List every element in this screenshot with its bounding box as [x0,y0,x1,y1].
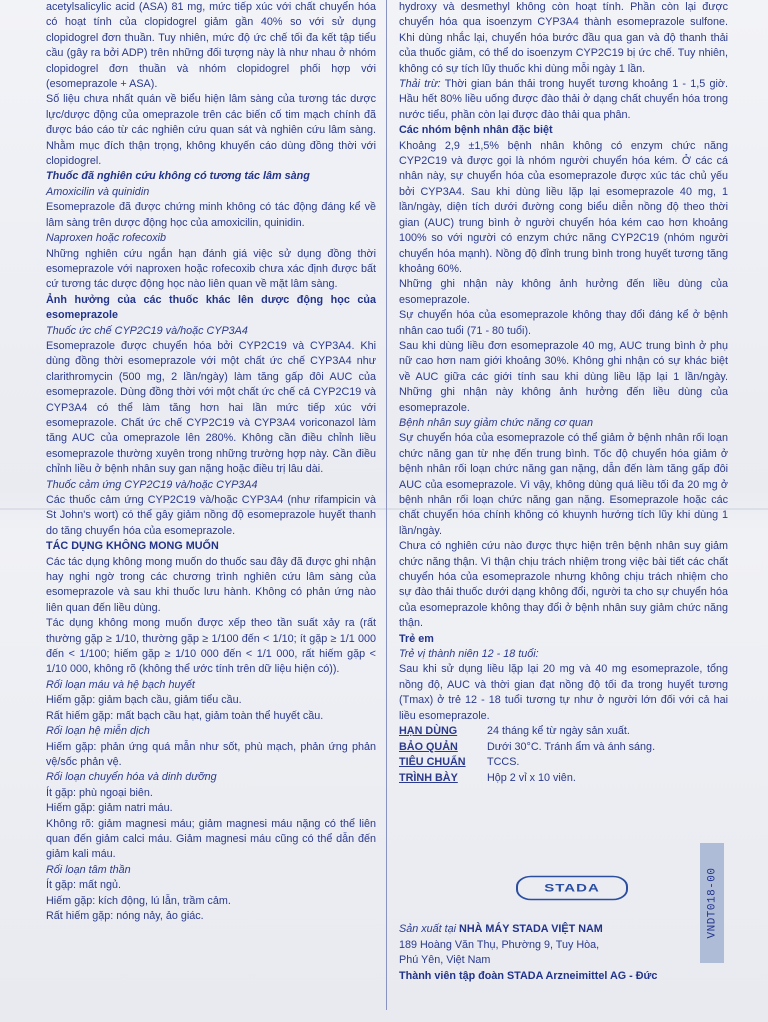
paragraph: Khoảng 2,9 ±1,5% bệnh nhân không có enzym chức năng CYP2C19 và được gọi là nhóm người chuyển hóa kém. Ở các cá nhân này, sự chuyển hóa của esomeprazole được xúc tác chủ yếu bởi CYP3A4. Sau khi dùng liều lặp lại esomeprazole 40 mg, 1 lần/ngày, diện tích dưới đường cong biểu diễn nồng độ theo thời gian (AUC) trung bình ở người chuyển hóa kém cao hơn khoảng 100% so với người có enzym chức năng CYP2C19 (nhóm người chuyển hóa mạnh). Nồng độ đỉnh trung bình trong huyết tương tăng khoảng 60%. [399,139,728,275]
paragraph: Những nghiên cứu ngắn hạn đánh giá việc sử dụng đồng thời esomeprazole với naproxen hoặc rofecoxib chưa xác định được bất cứ tương tác dược động học nào liên quan về mặt lâm sàng. [46,247,376,291]
inline-text: Thời gian bán thải trong huyết tương khoảng 1 - 1,5 giờ. Hầu hết 80% liều uống được đào thải ở dạng chất chuyển hóa trong nước tiểu, phần còn lại được đào thải qua phân. [399,78,728,121]
manufacturer-lead: Sản xuất tại [399,923,457,935]
subheading: Rối loạn chuyển hóa và dinh dưỡng [46,771,217,784]
list-item: Rất hiếm gặp: mất bạch cầu hạt, giảm toàn thể huyết cầu. [46,709,324,722]
manufacturer-address: Phú Yên, Việt Nam [399,954,491,967]
paragraph: Số liệu chưa nhất quán về biểu hiện lâm sàng của tương tác dược lực/dược động của omeprazole trên các biến cố tim mạch chính đã được báo cáo từ các nghiên cứu quan sát và nghiên cứu lâm sàng. Nhằm mục đích thận trọng, không khuyến cáo dùng đồng thời với clopidogrel. [46,93,376,168]
paragraph: Sau khi sử dụng liều lặp lại 20 mg và 40 mg esomeprazole, tổng nồng độ, AUC và thời gian đạt nồng độ tối đa trong huyết tương (Tmax) ở trẻ 12 - 18 tuổi tương tự như ở người lớn đối với cả hai liều esomeprazole. [399,663,728,722]
logo-text: STADA [544,881,600,895]
paragraph: hydroxy và desmethyl không còn hoạt tính. Phần còn lại được chuyển hóa qua isoenzym CYP3A4 thành esomeprazole sulfone. Khi dùng nhắc lại, chuyển hóa bước đầu qua gan và độ thanh thải của thuốc giảm, có thể do isoenzym CYP2C19 bị ức chế. Tuy nhiên, không có sự tích lũy thuốc khi dùng mỗi ngày 1 lần. [399,1,728,75]
section-heading: Ảnh hưởng của các thuốc khác lên dược động học của esomeprazole [46,293,376,322]
list-item: Hiếm gặp: phản ứng quá mẫn như sốt, phù mạch, phản ứng phản vệ/sốc phản vệ. [46,740,376,768]
subheading: Naproxen hoặc rofecoxib [46,232,167,245]
product-meta [399,724,728,786]
paragraph: Esomeprazole được chuyển hóa bởi CYP2C19 và CYP3A4. Khi dùng đồng thời esomeprazole với một chất ức chế CYP3A4 như clarithromycin (500 mg, 2 lần/ngày) làm tăng gấp đôi AUC của esomeprazole. Dùng đồng thời với một chất ức chế cả CYP2C19 và CYP3A4 có thể làm tăng hơn hai lần mức tiếp xúc với esomeprazole. Chất ức chế CYP2C19 và CYP3A4 voriconazol làm tăng AUC của omeprazole lên 280%. Không cần điều chỉnh liều esomeprazole thường xuyên trong những trường hợp này. Cần điều chỉnh liều ở bệnh nhân suy gan nặng hoặc điều trị lâu dài. [46,339,376,476]
paragraph: Sự chuyển hóa của esomeprazole có thể giảm ở bệnh nhân rối loạn chức năng gan từ nhẹ đến trung bình. Tốc độ chuyển hóa giảm ở bệnh nhân rối loạn chức năng gan nặng, dẫn đến làm tăng gấp đôi AUC của esomeprazole. Vì vậy, không dùng quá liều tối đa 20 mg ở bệnh nhân rối loạn chức năng gan nặng. Esomeprazole hoặc các chất chuyển hóa chính không có khuynh hướng tích lũy khi dùng 1 lần/ngày. [399,432,728,537]
section-heading: Trẻ em [399,632,434,645]
meta-value: TCCS. [487,756,520,769]
paragraph: Sự chuyển hóa của esomeprazole không thay đổi đáng kể ở bệnh nhân cao tuổi (71 - 80 tuổi). [399,309,728,337]
list-item: Hiếm gặp: giảm bạch cầu, giảm tiểu cầu. [46,694,242,707]
meta-value: Dưới 30°C. Tránh ẩm và ánh sáng. [487,740,656,753]
meta-row [399,740,728,756]
meta-key: BẢO QUẢN [399,740,458,753]
meta-row [399,771,728,787]
paragraph: Sau khi dùng liều đơn esomeprazole 40 mg, AUC trung bình ở phụ nữ cao hơn nam giới khoảng 30%. Không ghi nhận có sự khác biệt về AUC giữa các giới tính sau khi dùng liều lặp lại 1 lần/ngày. Những ghi nhận này không ảnh hưởng đến liều dùng của esomeprazole. [399,339,728,414]
subheading: Thuốc cảm ứng CYP2C19 và/hoặc CYP3A4 [46,478,258,491]
meta-row [399,755,728,771]
manufacturer-line [399,922,699,938]
paragraph: Các tác dụng không mong muốn do thuốc sau đây đã được ghi nhận hay nghi ngờ trong các chương trình nghiên cứu lâm sàng của esomeprazole và sau khi thuốc lưu hành. Không có phản ứng nào liên quan đến liều dùng. [46,555,376,614]
subheading: Rối loạn máu và hệ bạch huyết [46,678,195,691]
paragraph: Những ghi nhận này không ảnh hưởng đến liều dùng của esomeprazole. [399,278,728,306]
section-heading: TÁC DỤNG KHÔNG MONG MUỐN [46,540,219,553]
column-divider [386,0,387,1010]
subheading: Amoxicilin và quinidin [46,185,150,198]
paragraph: Tác dụng không mong muốn được xếp theo tần suất xảy ra (rất thường gặp ≥ 1/10, thường gặp ≥ 1/100 đến < 1/10; ít gặp ≥ 1/1 000 đến < 1/100; hiếm gặp ≥ 1/10 000 đến < 1/1 000, rất hiếm gặp < 1/10 000, không rõ (không thể ước tính trên dữ liệu hiện có)). [46,617,376,676]
inline-label: Thải trừ: [399,78,441,91]
manufacturer-name: NHÀ MÁY STADA VIỆT NAM [456,923,603,935]
subheading: Thuốc ức chế CYP2C19 và/hoặc CYP3A4 [46,324,248,337]
subheading: Rối loạn tâm thần [46,863,131,876]
paragraph [399,77,728,123]
manufacturer-address: 189 Hoàng Văn Thụ, Phường 9, Tuy Hòa, [399,938,600,951]
manufacturer-block [399,922,699,984]
stada-logo [516,876,628,900]
meta-value: Hộp 2 vỉ x 10 viên. [487,771,576,784]
meta-value: 24 tháng kể từ ngày sản xuất. [487,725,630,738]
section-heading: Các nhóm bệnh nhân đặc biệt [399,124,553,137]
subheading: Trẻ vị thành niên 12 - 18 tuổi: [399,648,539,661]
list-item: Hiếm gặp: giảm natri máu. [46,802,173,815]
right-column [399,0,728,786]
list-item: Hiếm gặp: kích động, lú lẫn, trầm cảm. [46,894,231,907]
paragraph: Esomeprazole đã được chứng minh không có tác động đáng kể về lâm sàng trên dược động học của amoxicilin, quinidin. [46,201,376,229]
subheading: Rối loạn hệ miễn dịch [46,725,150,738]
manufacturer-member: Thành viên tập đoàn STADA Arzneimittel AG - Đức [399,969,658,982]
paragraph: Chưa có nghiên cứu nào được thực hiện trên bệnh nhân suy giảm chức năng thận. Vì thận chịu trách nhiệm trong việc bài tiết các chất chuyển hóa của esomeprazole nhưng không chịu trách nhiệm cho sự đào thải thuốc dưới dạng không đổi, người ta cho sự chuyển hóa của esomeprazole không thay đổi ở bệnh nhân suy giảm chức năng thận. [399,540,728,630]
list-item: Không rõ: giảm magnesi máu; giảm magnesi máu nặng có thể liên quan đến giảm calci máu. Giảm magnesi máu cũng có thể dẫn đến giảm kali máu. [46,817,376,861]
paragraph: Các thuốc cảm ứng CYP2C19 và/hoặc CYP3A4 (như rifampicin và St John's wort) có thể gây giảm nồng độ esomeprazole huyết thanh do tăng chuyển hóa của esomeprazole. [46,494,376,537]
section-heading: Thuốc đã nghiên cứu không có tương tác lâm sàng [46,170,310,183]
document-code: VNDT018-00 [706,867,719,939]
meta-key: TIÊU CHUẨN [399,756,466,769]
meta-key: HẠN DÙNG [399,725,458,738]
paragraph: acetylsalicylic acid (ASA) 81 mg, mức tiếp xúc với chất chuyển hóa có hoạt tính của clopidogrel giảm gần 40% so với sử dụng clopidogrel đơn thuần. Tuy nhiên, mức độ ức chế tối đa kết tập tiểu cầu (gây ra bởi ADP) trên những đối tượng này là như nhau ở nhóm clopidogrel đơn thuần và nhóm clopidogrel phối hợp với (esomeprazole + ASA). [46,1,376,91]
list-item: Ít gặp: mất ngủ. [46,879,122,892]
left-column [46,0,376,924]
document-code-tab [700,843,724,963]
meta-key: TRÌNH BÀY [399,771,458,784]
meta-row [399,724,728,740]
list-item: Rất hiếm gặp: nóng nảy, ảo giác. [46,909,204,922]
list-item: Ít gặp: phù ngoại biên. [46,786,153,799]
subheading: Bệnh nhân suy giảm chức năng cơ quan [399,416,594,429]
